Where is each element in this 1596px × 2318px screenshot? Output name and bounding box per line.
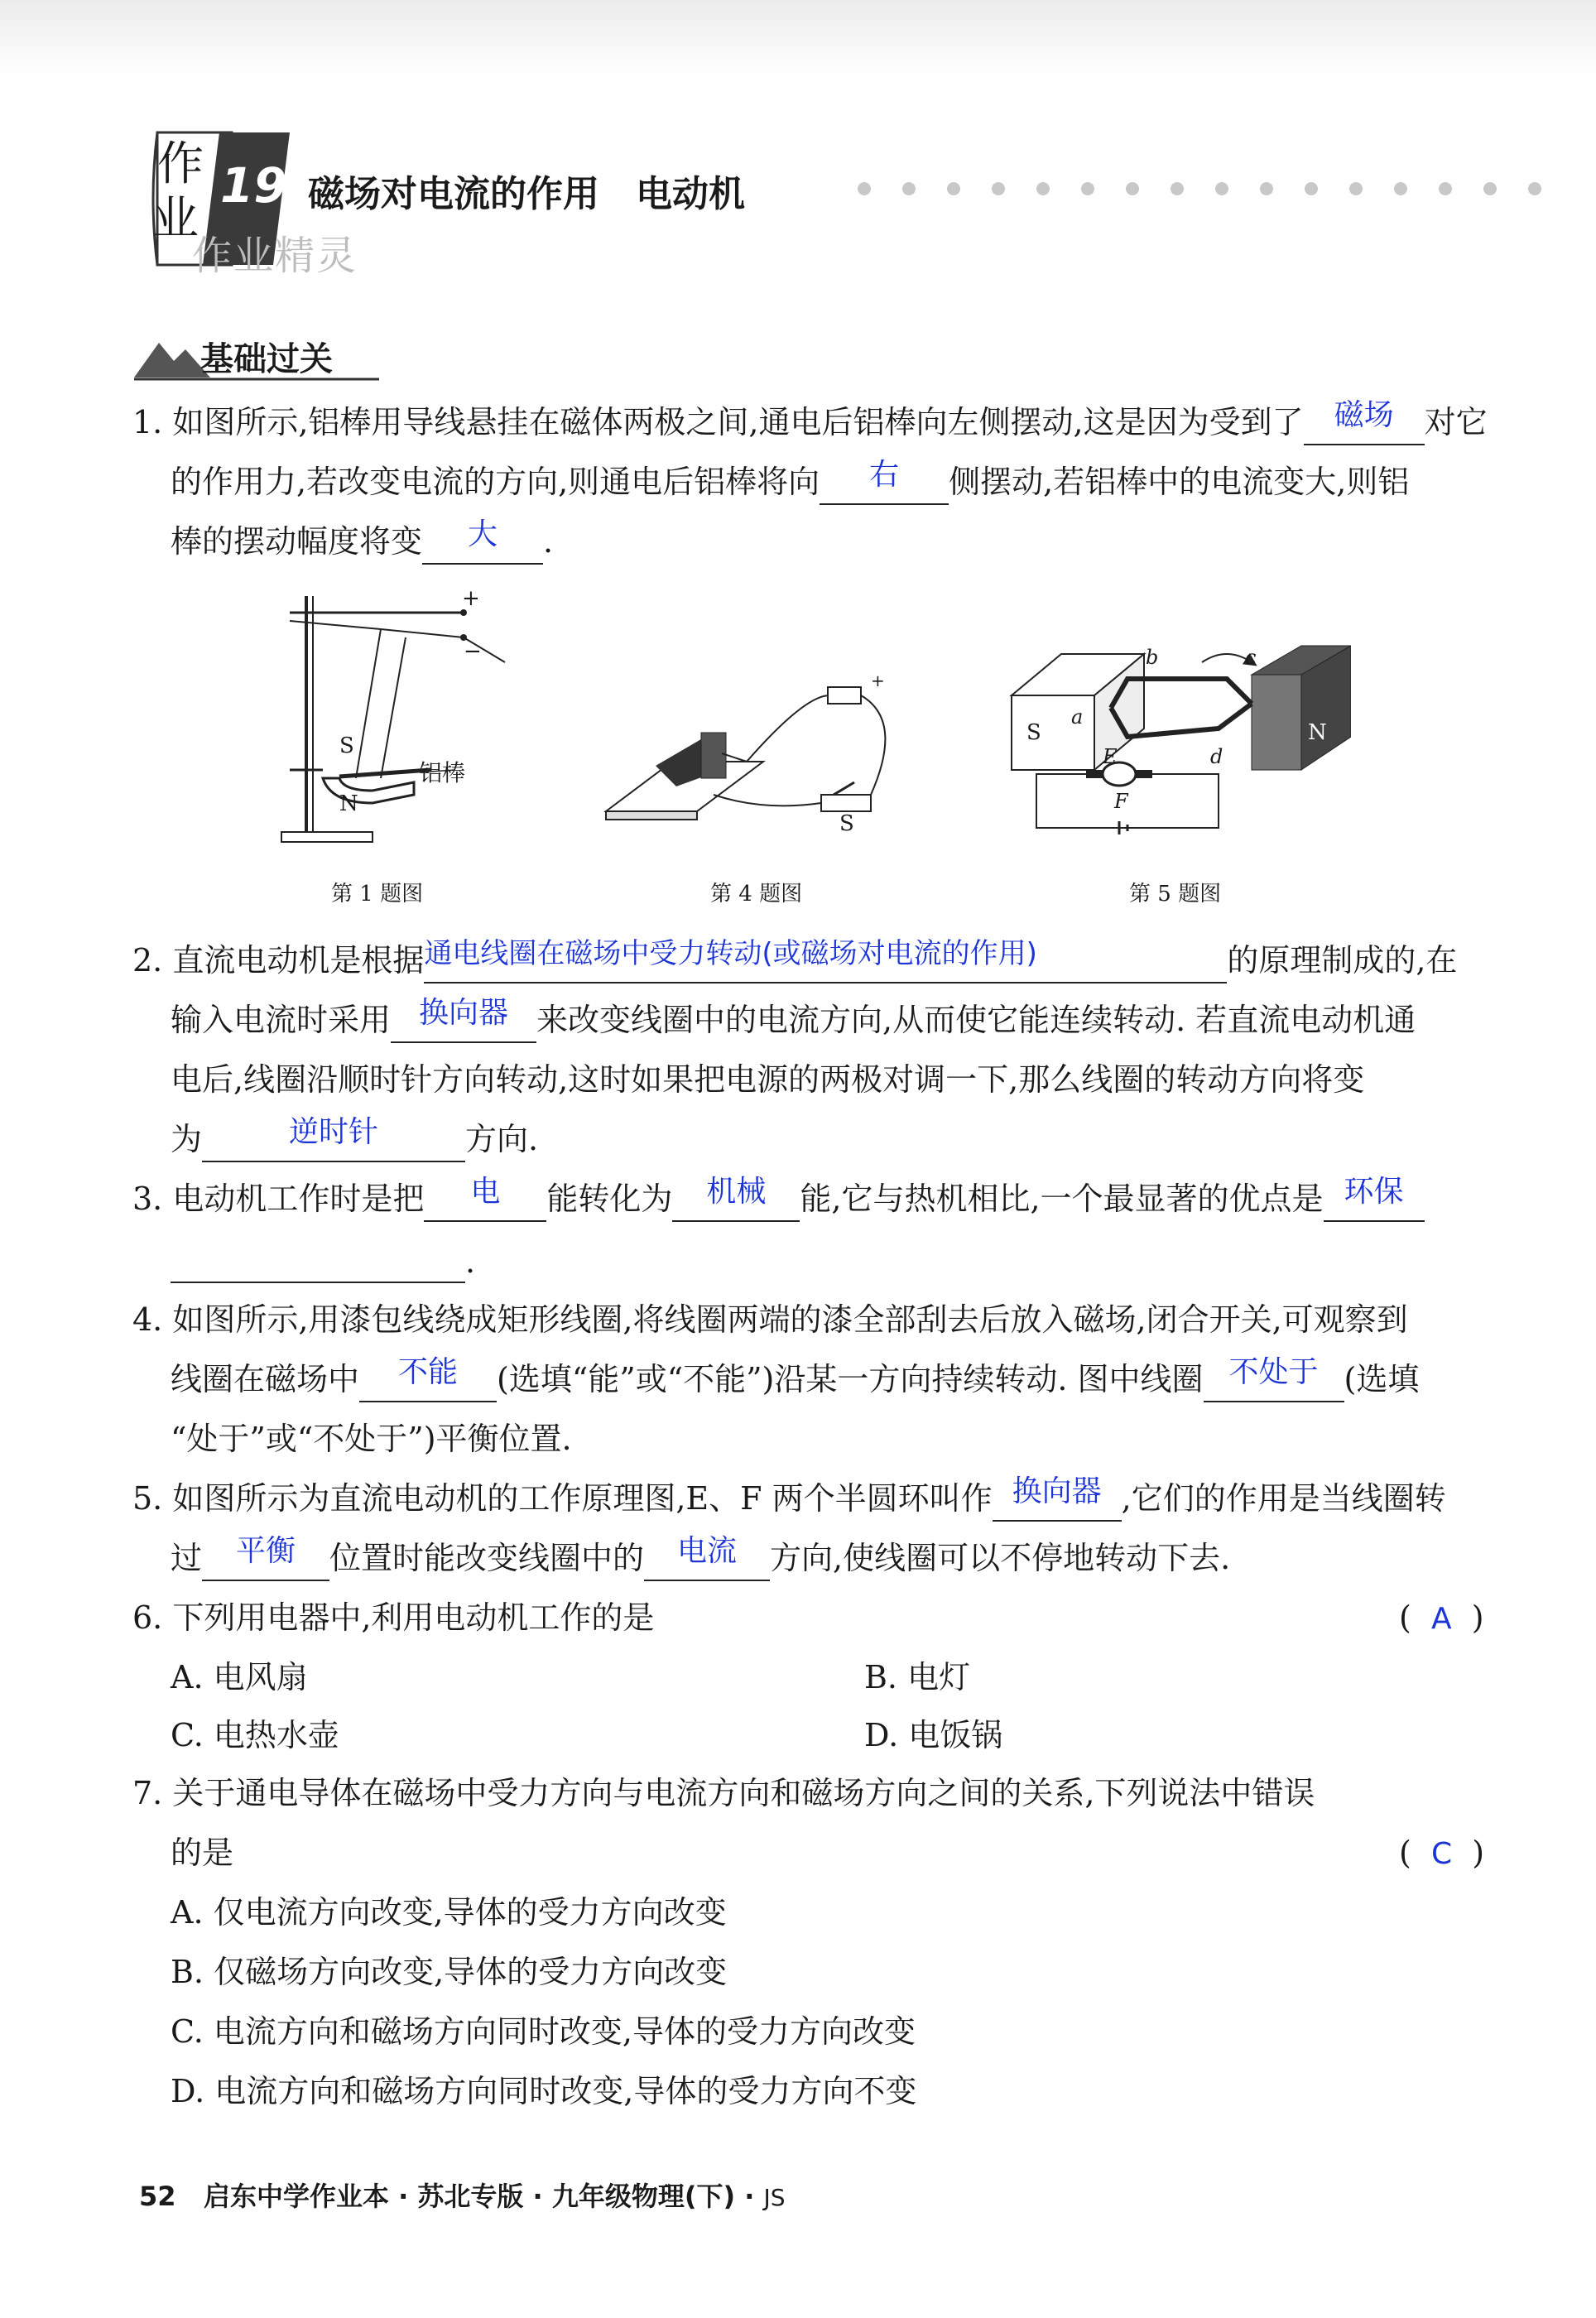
figure-5 <box>1003 629 1351 836</box>
fig1-plus-label: + <box>462 586 480 611</box>
q4-line2: 线圈在磁场中 不能 (选填“能”或“不能”)沿某一方向持续转动. 图中线圈 不处于 (选填 <box>171 1359 1419 1402</box>
section-title: 基础过关 <box>200 340 333 378</box>
q5-blank-2[interactable]: 平衡 <box>202 1538 329 1581</box>
q7-option-a[interactable]: A. 仅电流方向改变,导体的受力方向改变 <box>171 1894 727 1931</box>
fig5-caption: 第 5 题图 <box>1129 882 1222 907</box>
fig4-plus-label: + <box>871 671 885 690</box>
fig1-s-label: S <box>339 733 354 758</box>
fig5-n-label: N <box>1308 720 1327 745</box>
q7-answer-paren: ( C ) <box>1399 1835 1485 1871</box>
figure-5-diagram <box>1003 629 1351 836</box>
figure-4-diagram <box>598 671 912 836</box>
page-number: 52 <box>139 2181 176 2212</box>
q3-blank-3a[interactable]: 环保 <box>1324 1179 1425 1222</box>
q7-stem-line2: 的是 <box>171 1835 234 1871</box>
q5-line2: 过 平衡 位置时能改变线圈中的 电流 方向,使线圈可以不停地转动下去. <box>171 1538 1230 1581</box>
footer-suffix: JS <box>763 2184 786 2211</box>
q6-option-c[interactable]: C. 电热水壶 <box>171 1717 339 1753</box>
q4-blank-2[interactable]: 不处于 <box>1204 1359 1344 1402</box>
badge-number: 19 <box>220 157 287 214</box>
q6-option-b[interactable]: B. 电灯 <box>864 1659 971 1695</box>
q6-option-a[interactable]: A. 电风扇 <box>171 1659 308 1695</box>
page-title: 磁场对电流的作用 电动机 <box>308 173 745 215</box>
fig1-caption: 第 1 题图 <box>331 882 424 907</box>
q2-line1: 2. 直流电动机是根据通电线圈在磁场中受力转动(或磁场对电流的作用) 的原理制成的,在 <box>132 940 1457 983</box>
q7-option-d[interactable]: D. 电流方向和磁场方向同时改变,导体的受力方向不变 <box>171 2073 917 2109</box>
q5-blank-3[interactable]: 电流 <box>644 1538 770 1581</box>
q4-line1: 4. 如图所示,用漆包线绕成矩形线圈,将线圈两端的漆全部刮去后放入磁场,闭合开关,可观察到 <box>132 1301 1408 1338</box>
scan-top-shadow <box>0 0 1596 75</box>
q3-line1: 3. 电动机工作时是把 电 能转化为 机械 能,它与热机相比,一个最显著的优点是 环保 <box>132 1179 1425 1222</box>
q7-stem-line1: 7. 关于通电导体在磁场中受力方向与电流方向和磁场方向之间的关系,下列说法中错误 <box>132 1775 1315 1811</box>
fig1-minus-label: − <box>464 639 482 664</box>
q3-blank-1[interactable]: 电 <box>424 1179 546 1222</box>
q6-option-d[interactable]: D. 电饭锅 <box>864 1717 1003 1753</box>
fig5-f-label: F <box>1114 790 1128 813</box>
q6-answer-paren: ( A ) <box>1399 1599 1484 1636</box>
q2-line3: 电后,线圈沿顺时针方向转动,这时如果把电源的两极对调一下,那么线圈的转动方向将变 <box>171 1061 1365 1098</box>
figure-1 <box>273 580 522 853</box>
q7-answer[interactable]: C <box>1430 1837 1453 1871</box>
fig5-c-label: c <box>1245 646 1257 669</box>
q1-blank-3[interactable]: 大 <box>422 522 543 565</box>
fig1-n-label: N <box>339 791 358 816</box>
figure-4 <box>598 671 912 836</box>
q7-option-c[interactable]: C. 电流方向和磁场方向同时改变,导体的受力方向改变 <box>171 2013 916 2050</box>
q2-line2: 输入电流时采用 换向器 来改变线圈中的电流方向,从而使它能连续转动. 若直流电动机通 <box>171 1000 1416 1043</box>
q3-blank-2[interactable]: 机械 <box>672 1179 800 1222</box>
footer-title: 启东中学作业本 · 苏北专版 · 九年级物理(下) · <box>203 2181 764 2212</box>
badge-char-top: 作 <box>157 137 204 191</box>
q7-option-b[interactable]: B. 仅磁场方向改变,导体的受力方向改变 <box>171 1954 728 1990</box>
q2-blank-2[interactable]: 换向器 <box>391 1000 536 1043</box>
q2-blank-3[interactable]: 逆时针 <box>202 1119 465 1162</box>
fig4-s-label: S <box>839 811 854 836</box>
q5-line1: 5. 如图所示为直流电动机的工作原理图,E、F 两个半圆环叫作 换向器 ,它们的作用是当线圈转 <box>132 1479 1446 1522</box>
fig5-s-label: S <box>1026 720 1041 745</box>
q5-blank-1[interactable]: 换向器 <box>993 1479 1122 1522</box>
q6-answer[interactable]: A <box>1430 1602 1452 1636</box>
fig5-b-label: b <box>1146 646 1159 669</box>
fig5-a-label: a <box>1071 705 1084 729</box>
fig5-d-label: d <box>1210 745 1223 768</box>
q4-blank-1[interactable]: 不能 <box>359 1359 497 1402</box>
q1-line1: 1. 如图所示,铝棒用导线悬挂在磁体两极之间,通电后铝棒向左侧摆动,这是因为受到了 磁场 对它 <box>132 402 1488 445</box>
fig4-caption: 第 4 题图 <box>710 882 803 907</box>
q3-line2: . <box>171 1242 475 1283</box>
q1-line2: 的作用力,若改变电流的方向,则通电后铝棒将向 右 侧摆动,若铝棒中的电流变大,则铝 <box>171 462 1409 505</box>
q4-line3: “处于”或“不处于”)平衡位置. <box>171 1421 572 1457</box>
title-dots <box>858 182 1573 199</box>
q6-stem: 6. 下列用电器中,利用电动机工作的是 <box>132 1599 655 1636</box>
q1-line3: 棒的摆动幅度将变 大 . <box>171 522 553 565</box>
q1-blank-2[interactable]: 右 <box>820 462 949 505</box>
fig5-e-label: E <box>1103 745 1118 768</box>
q1-blank-1[interactable]: 磁场 <box>1304 402 1425 445</box>
section-header <box>131 331 379 381</box>
q2-blank-1[interactable]: 通电线圈在磁场中受力转动(或磁场对电流的作用) <box>424 940 1227 983</box>
watermark: 作业精灵 <box>192 233 358 279</box>
badge-char-bottom: 业 <box>152 192 199 246</box>
page-footer <box>139 2176 786 2214</box>
figure-1-diagram <box>273 580 522 853</box>
q2-line4: 为 逆时针 方向. <box>171 1119 538 1162</box>
fig1-rod-label: 铝棒 <box>419 759 466 786</box>
q3-blank-3b[interactable] <box>171 1242 465 1283</box>
